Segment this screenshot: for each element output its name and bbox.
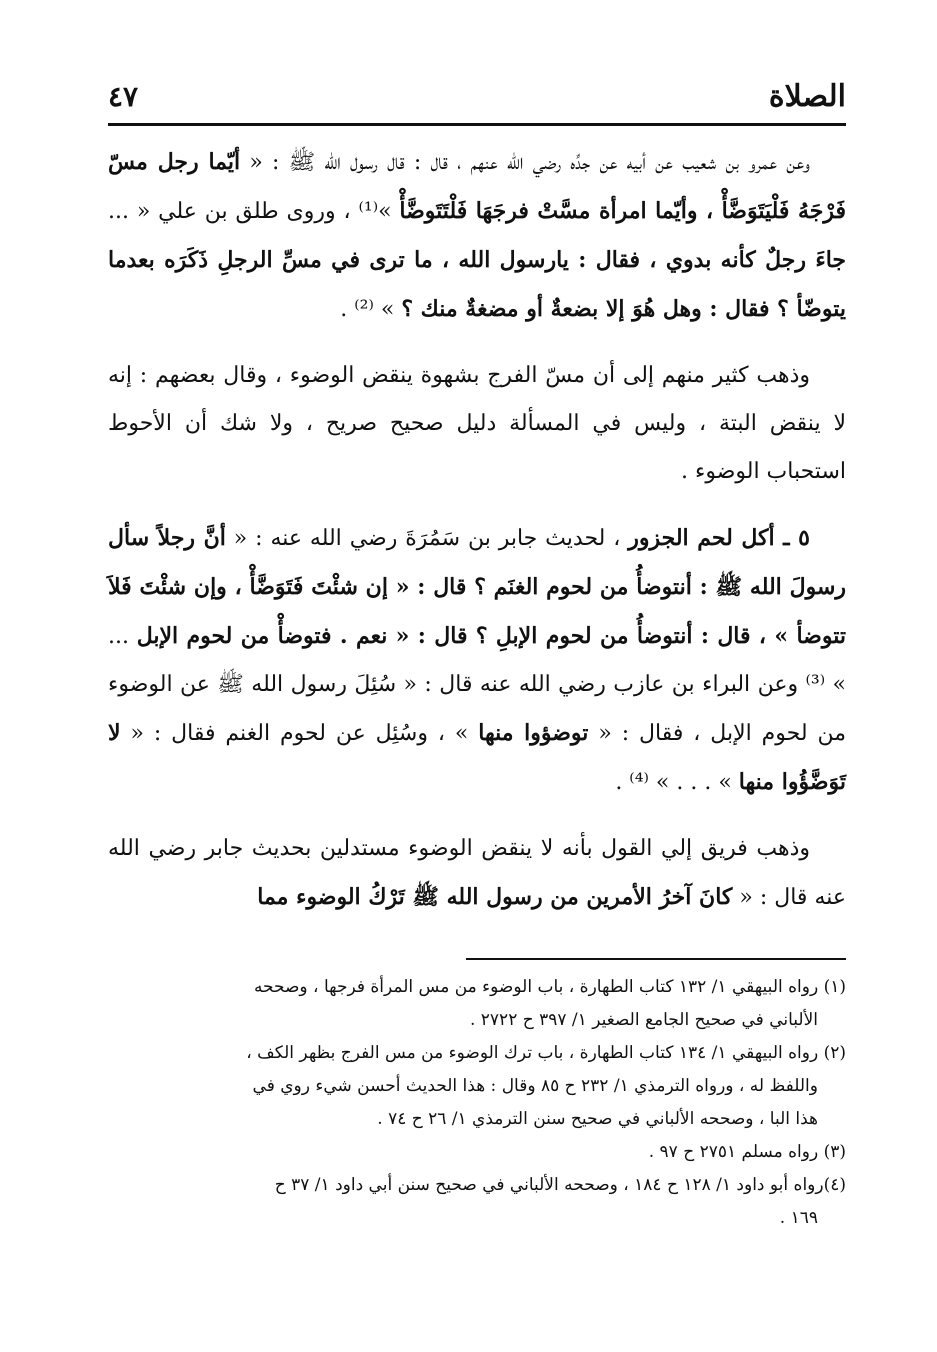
main-text: [108, 138, 846, 940]
p3-hadith-3: لا تَوَضَّؤُوا منها: [108, 720, 846, 795]
p1-text-1: وعن عمرو بن شعيب عن أبيه عن جدِّه رضي الله عنهم ، قال : قال رسول الله ﷺ : «: [240, 150, 810, 175]
p3-text-3: » ، وسُئِل عن لحوم الغنم فقال : «: [120, 721, 479, 746]
p1-hadith-1: أيّما رجل مسّ فَرْجَهُ فَلْيَتَوَضَّأْ ، وأيّما امرأة مسَّتْ فرجَهَا فَلْتَتَوضَّأْ: [108, 149, 847, 224]
p4-text-1: وذهب فريق إلي القول بأنه لا ينقض الوضوء مستدلين بحديث جابر رضي الله عنه قال : «: [108, 836, 846, 910]
chapter-title: الصلاة: [768, 78, 846, 114]
paragraph-1: [108, 138, 846, 334]
p3-item-number: ٥ ـ: [774, 525, 810, 551]
footnote-2-cont-2: هذا البا ، وصححه الألباني في صحيح سنن الترمذي ١/ ٢٦ ح ٧٤ .: [377, 1109, 818, 1129]
p3-heading: أكل لحم الجزور: [628, 525, 775, 551]
p1-text-3: » ⁽²⁾ .: [340, 297, 402, 322]
p3-hadith-1: أنَّ رجلاً سأل رسولَ الله ﷺ : أنتوضأُ من لحوم الغنَم ؟ قال : « إن شئْتَ فَتَوَضَّأْ ، وإن شئْتَ فَلاَ تتوضأ » ، قال : أنتوضأُ من لحوم الإبلِ ؟ قال : « نعم . فتوضأْ من لحوم الإبل: [108, 525, 846, 649]
p1-text-2: »⁽¹⁾ ، وروى طلق بن علي « ...: [108, 199, 400, 224]
p3-hadith-2: توضؤوا منها: [478, 720, 589, 746]
running-header: [108, 70, 846, 122]
paragraph-4: [108, 825, 846, 922]
footnote-rule: [466, 958, 846, 960]
footnote-1-cont: الألباني في صحيح الجامع الصغير ١/ ٣٩٧ ح ٢٧٢٢ .: [469, 1010, 818, 1030]
footnote-4-cont: ١٦٩ .: [779, 1208, 818, 1228]
p3-text-2: ... » ⁽³⁾ وعن البراء بن عازب رضي الله عنه قال : « سُئِلَ رسول الله ﷺ عن الوضوء من لحوم الإبل ، فقال : «: [108, 624, 846, 746]
footnotes: [108, 972, 846, 1236]
p4-hadith-1: كانَ آخرُ الأمرين من رسول الله ﷺ تَرْكُ الوضوء مما: [257, 884, 733, 910]
footnote-1: (١) رواه البيهقي ١/ ١٣٢ كتاب الطهارة ، باب الوضوء من مس المرأة فرجها ، وصححه: [253, 977, 846, 997]
p3-text-1: ، لحديث جابر بن سَمُرَةَ رضي الله عنه : «: [225, 526, 629, 551]
paragraph-2: وذهب كثير منهم إلى أن مسّ الفرج بشهوة ينقض الوضوء ، وقال بعضهم : إنه لا ينقض البتة ، وليس في المسألة دليل صحيح صريح ، ولا شك أن الأحوط استحباب الوضوء .: [108, 363, 846, 484]
footnote-4: (٤)رواه أبو داود ١/ ١٢٨ ح ١٨٤ ، وصححه الألباني في صحيح سنن أبي داود ١/ ٣٧ ح: [274, 1175, 846, 1195]
footnote-2: (٢) رواه البيهقي ١/ ١٣٤ كتاب الطهارة ، باب ترك الوضوء من مس الفرج بظهر الكف ،: [246, 1043, 846, 1063]
p3-text-4: » . . . » ⁽⁴⁾ .: [615, 770, 739, 795]
footnote-3: (٣) رواه مسلم ٢٧٥١ ح ٩٧ .: [648, 1142, 846, 1162]
p1-hadith-2: جاءَ رجلٌ كأنه بدوي ، فقال : يارسول الله ، ما ترى في مسِّ الرجلِ ذَكَرَه بعدما يتوضّأ ؟ فقال : وهل هُوَ إلا بضعةٌ أو مضغةٌ منك ؟: [108, 247, 846, 322]
header-rule: [108, 123, 846, 126]
paragraph-3: [108, 514, 846, 807]
page-number: ٤٧: [108, 79, 139, 113]
footnote-2-cont-1: واللفظ له ، ورواه الترمذي ١/ ٢٣٢ ح ٨٥ وقال : هذا الحديث أحسن شيء روي في: [252, 1076, 818, 1096]
